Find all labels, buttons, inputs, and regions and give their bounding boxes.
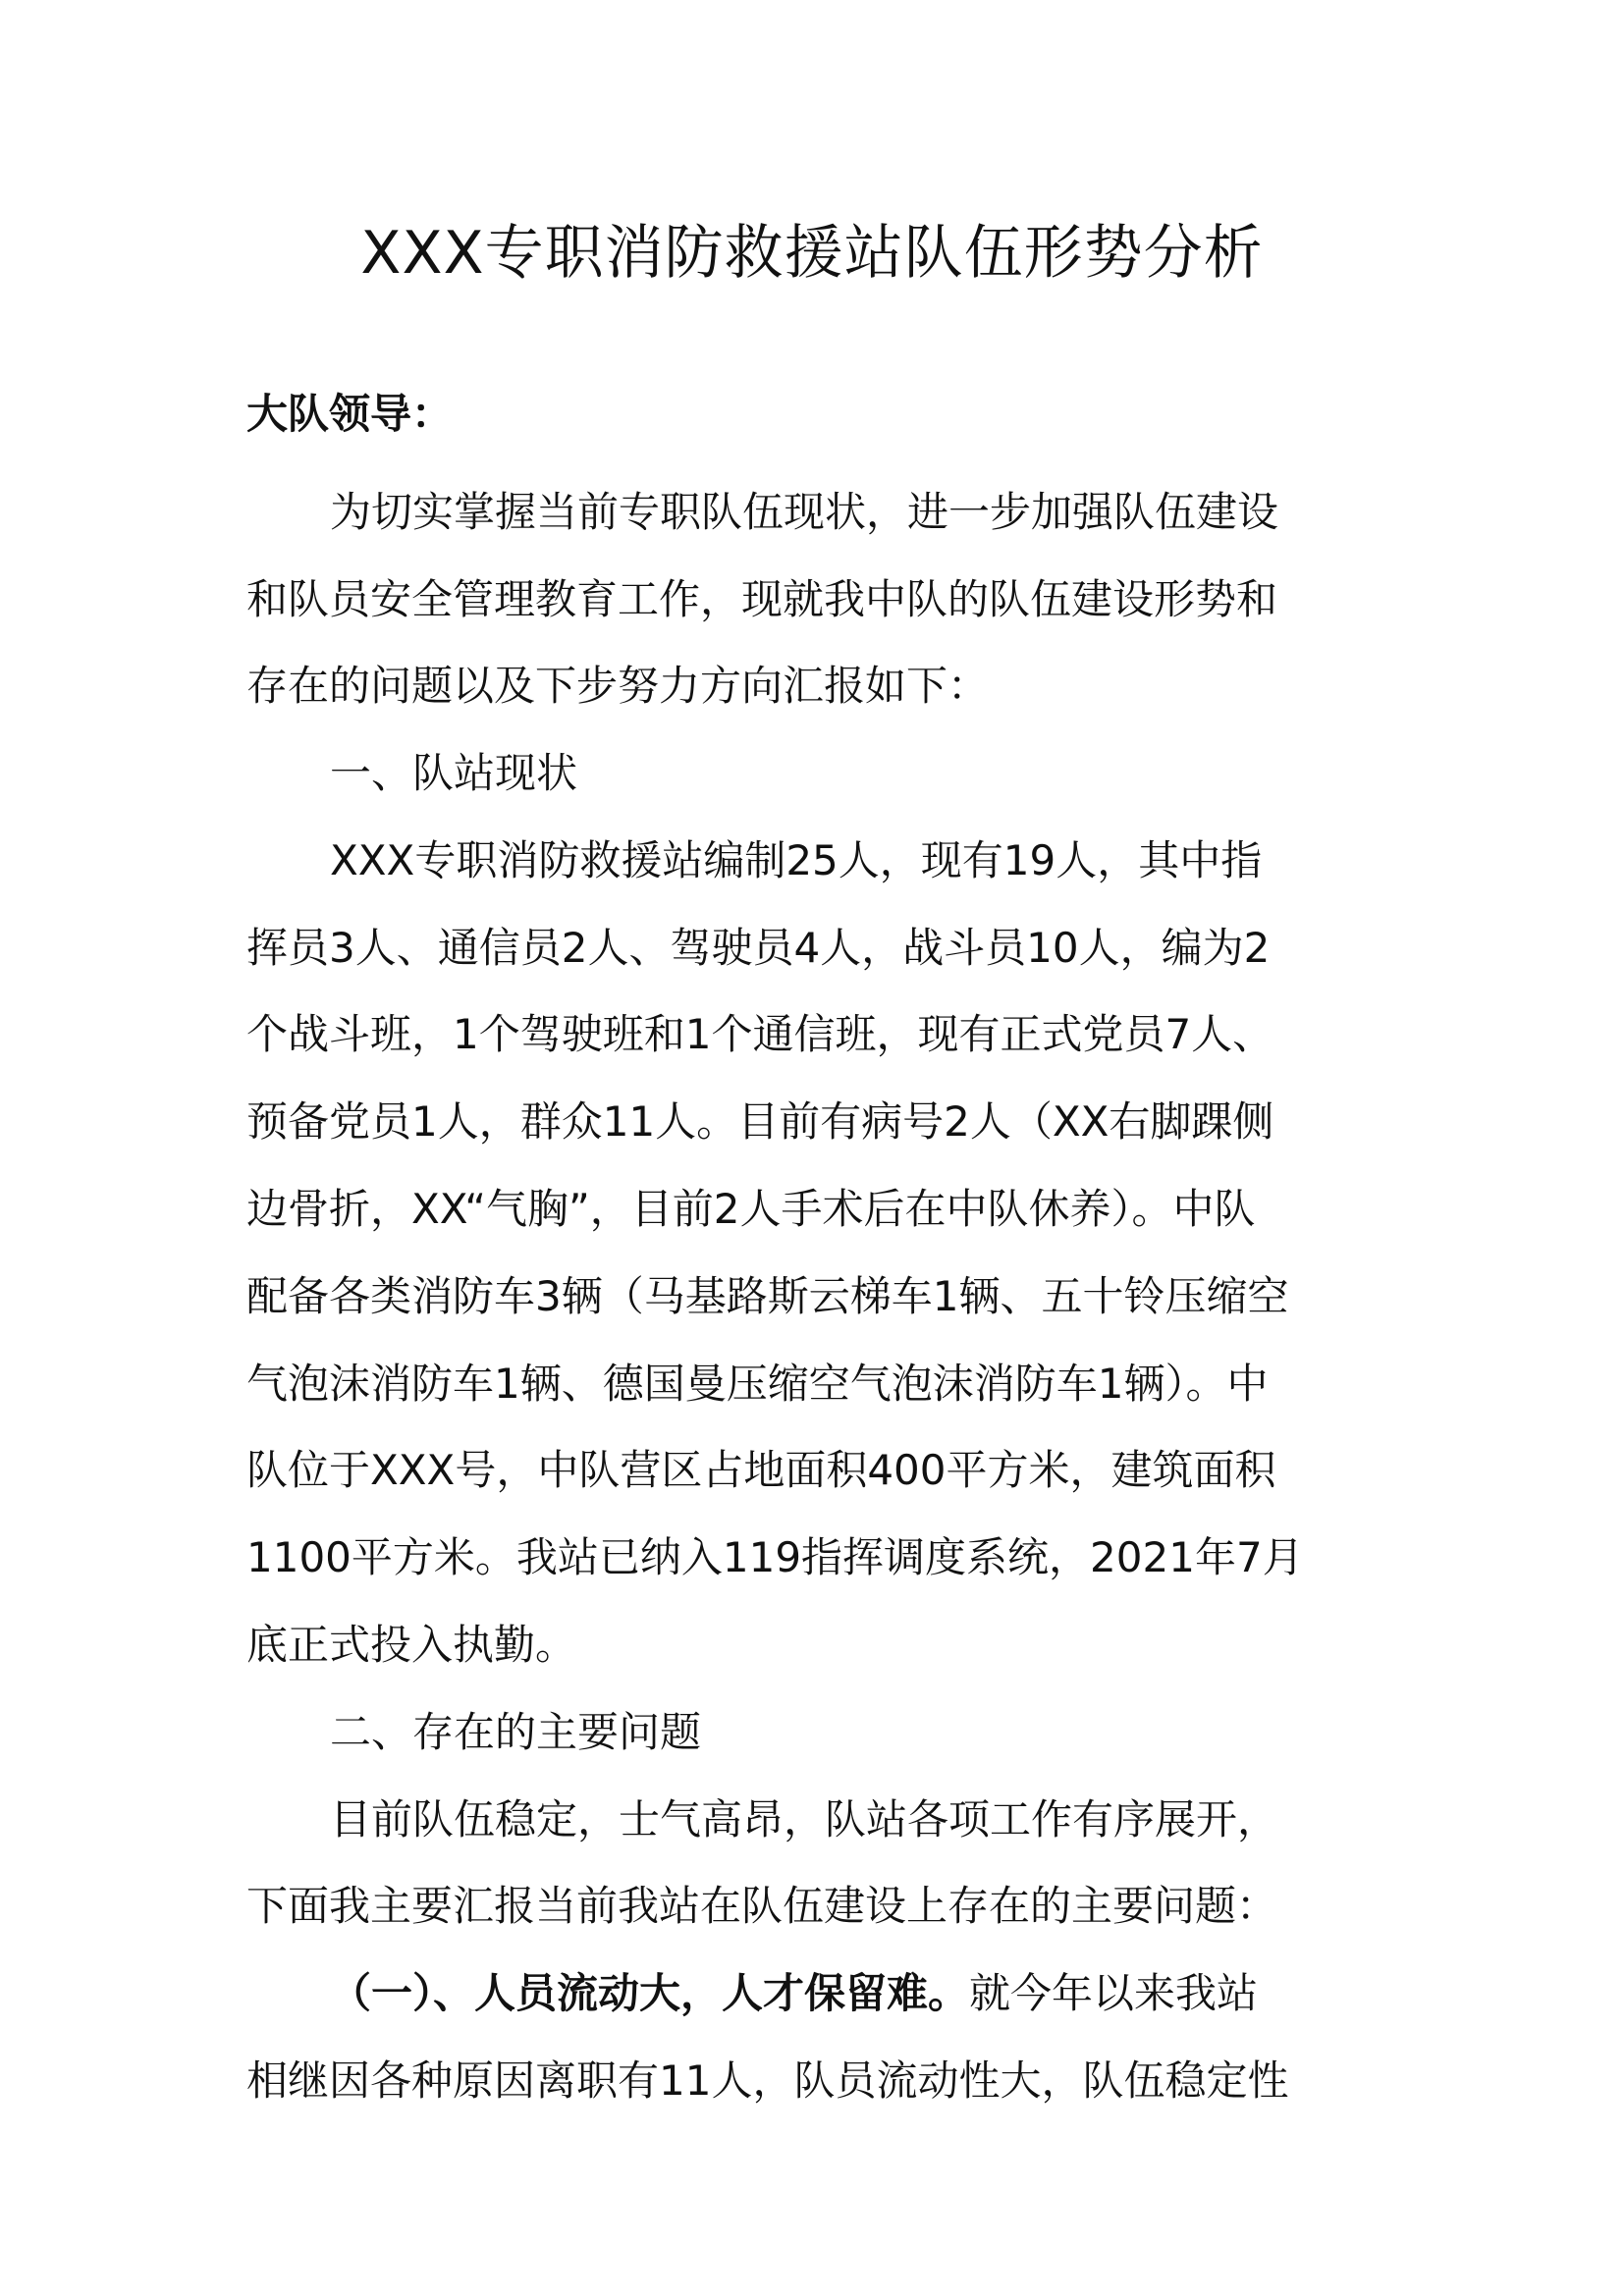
section1-line-8: 队位于XXX号，中队营区占地面积400平方米，建筑面积: [246, 1446, 1276, 1494]
section1-line-4: 预备党员1人，群众11人。目前有病号2人（XX右脚踝侧: [246, 1097, 1274, 1146]
intro-line-1: 为切实掌握当前专职队伍现状，进一步加强队伍建设: [330, 488, 1279, 536]
section2-heading: 二、存在的主要问题: [330, 1708, 702, 1756]
section1-line-2: 挥员3人、通信员2人、驾驶员4人，战斗员10人，编为2: [246, 924, 1271, 972]
section2-item1-bold-lead: （一）、人员流动大，人才保留难。: [330, 1969, 970, 2017]
section2-item1-rest: 就今年以来我站: [969, 1969, 1259, 2017]
intro-line-2: 和队员安全管理教育工作，现就我中队的队伍建设形势和: [246, 575, 1278, 623]
document-title: XXX专职消防救援站队伍形势分析: [360, 219, 1264, 288]
section1-line-9: 1100平方米。我站已纳入119指挥调度系统，2021年7月: [246, 1533, 1304, 1581]
section2-line-1: 目前队伍稳定，士气高昂，队站各项工作有序展开，: [330, 1795, 1279, 1843]
section1-heading: 一、队站现状: [330, 749, 578, 797]
section1-line-3: 个战斗班，1个驾驶班和1个通信班，现有正式党员7人、: [246, 1010, 1274, 1058]
section1-line-7: 气泡沫消防车1辆、德国曼压缩空气泡沫消防车1辆）。中: [246, 1360, 1269, 1408]
section2-line-2: 下面我主要汇报当前我站在队伍建设上存在的主要问题：: [246, 1882, 1278, 1930]
intro-line-3: 存在的问题以及下步努力方向汇报如下：: [246, 662, 990, 710]
section1-line-10: 底正式投入执勤。: [246, 1621, 577, 1669]
section2-item1-continuation: 相继因各种原因离职有11人，队员流动性大，队伍稳定性: [246, 2056, 1289, 2105]
section1-line-5: 边骨折，XX“气胸”，目前2人手术后在中队休养）。中队: [246, 1185, 1256, 1233]
section2-item1-line: [330, 1964, 1385, 2023]
section1-line-6: 配备各类消防车3辆（马基路斯云梯车1辆、五十铃压缩空: [246, 1272, 1289, 1320]
section1-line-1: XXX专职消防救援站编制25人，现有19人，其中指: [330, 836, 1263, 884]
salutation: 大队领导：: [246, 390, 454, 438]
